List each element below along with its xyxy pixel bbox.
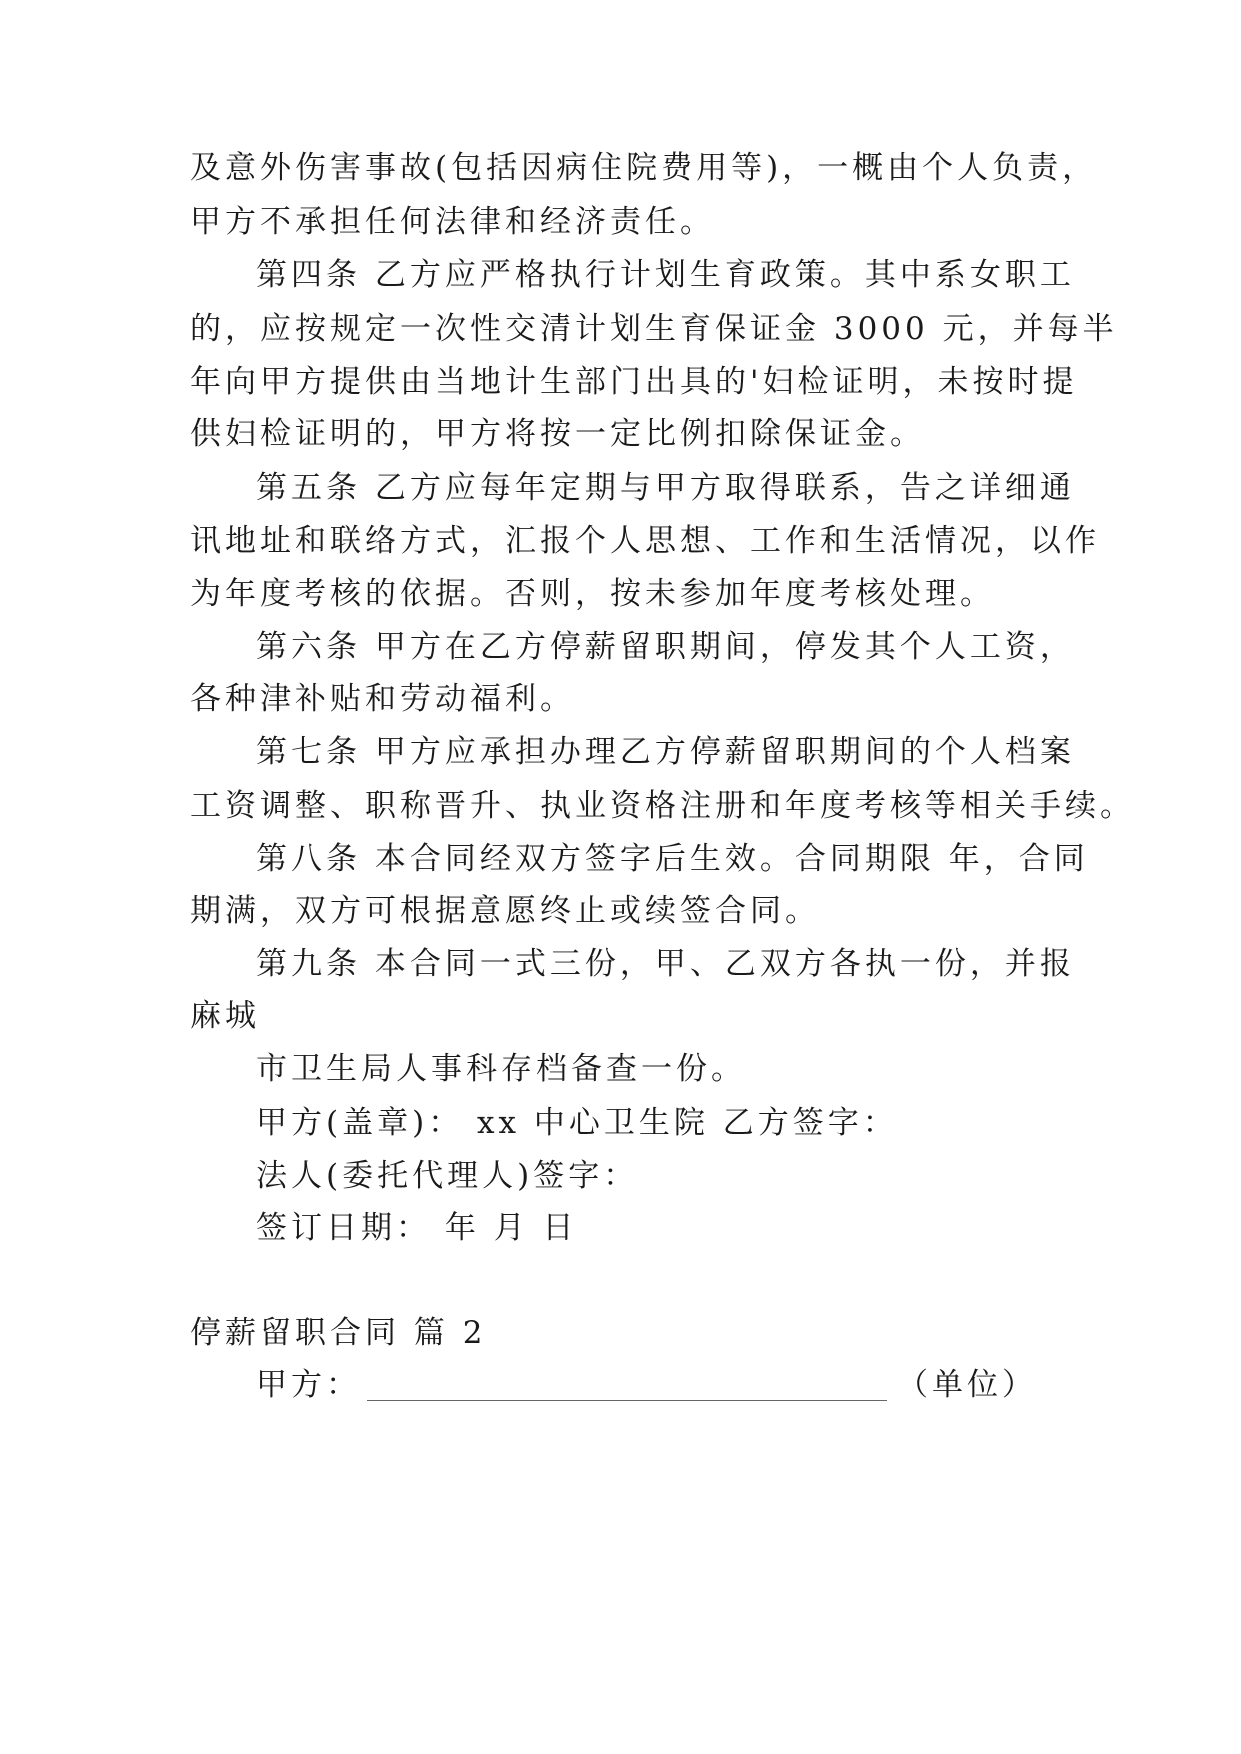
text-line: 为年度考核的依据。否则，按未参加年度考核处理。 <box>190 576 995 612</box>
text-line: 市卫生局人事科存档备查一份。 <box>256 1051 746 1087</box>
article-8-start: 第八条 本合同经双方签字后生效。合同期限 年，合同 <box>256 841 1089 877</box>
text-line: 工资调整、职称晋升、执业资格注册和年度考核等相关手续。 <box>190 788 1135 824</box>
text-line: 麻城 <box>190 998 260 1034</box>
text-line: 期满，双方可根据意愿终止或续签合同。 <box>190 893 820 929</box>
text-line: 供妇检证明的，甲方将按一定比例扣除保证金。 <box>190 416 925 452</box>
party-a-blank <box>367 1370 887 1401</box>
text-line: 讯地址和联络方式，汇报个人思想、工作和生活情况，以作 <box>190 523 1100 559</box>
article-5-start: 第五条 乙方应每年定期与甲方取得联系，告之详细通 <box>256 470 1075 506</box>
article-9-start: 第九条 本合同一式三份，甲、乙双方各执一份，并报 <box>256 946 1075 982</box>
text-line: 各种津补贴和劳动福利。 <box>190 681 575 717</box>
party-a-line <box>256 1365 1037 1405</box>
party-a-label: 甲方： <box>256 1367 361 1403</box>
text-line: 年向甲方提供由当地计生部门出具的'妇检证明，未按时提 <box>190 364 1078 400</box>
text-line: 甲方不承担任何法律和经济责任。 <box>190 204 715 240</box>
section-title: 停薪留职合同 篇 2 <box>190 1315 487 1351</box>
party-a-suffix: （单位） <box>897 1367 1037 1403</box>
article-6-start: 第六条 甲方在乙方停薪留职期间，停发其个人工资， <box>256 629 1075 665</box>
article-4-start: 第四条 乙方应严格执行计划生育政策。其中系女职工 <box>256 257 1075 293</box>
article-7-start: 第七条 甲方应承担办理乙方停薪留职期间的个人档案 <box>256 734 1075 770</box>
text-line: 及意外伤害事故(包括因病住院费用等)，一概由个人负责， <box>190 150 1098 186</box>
text-line: 的，应按规定一次性交清计划生育保证金 3000 元，并每半 <box>190 311 1118 347</box>
signing-date-line: 签订日期： 年 月 日 <box>256 1210 578 1246</box>
signature-party-line: 甲方(盖章)： xx 中心卫生院 乙方签字： <box>256 1105 898 1141</box>
signature-legal-line: 法人(委托代理人)签字： <box>256 1158 639 1194</box>
